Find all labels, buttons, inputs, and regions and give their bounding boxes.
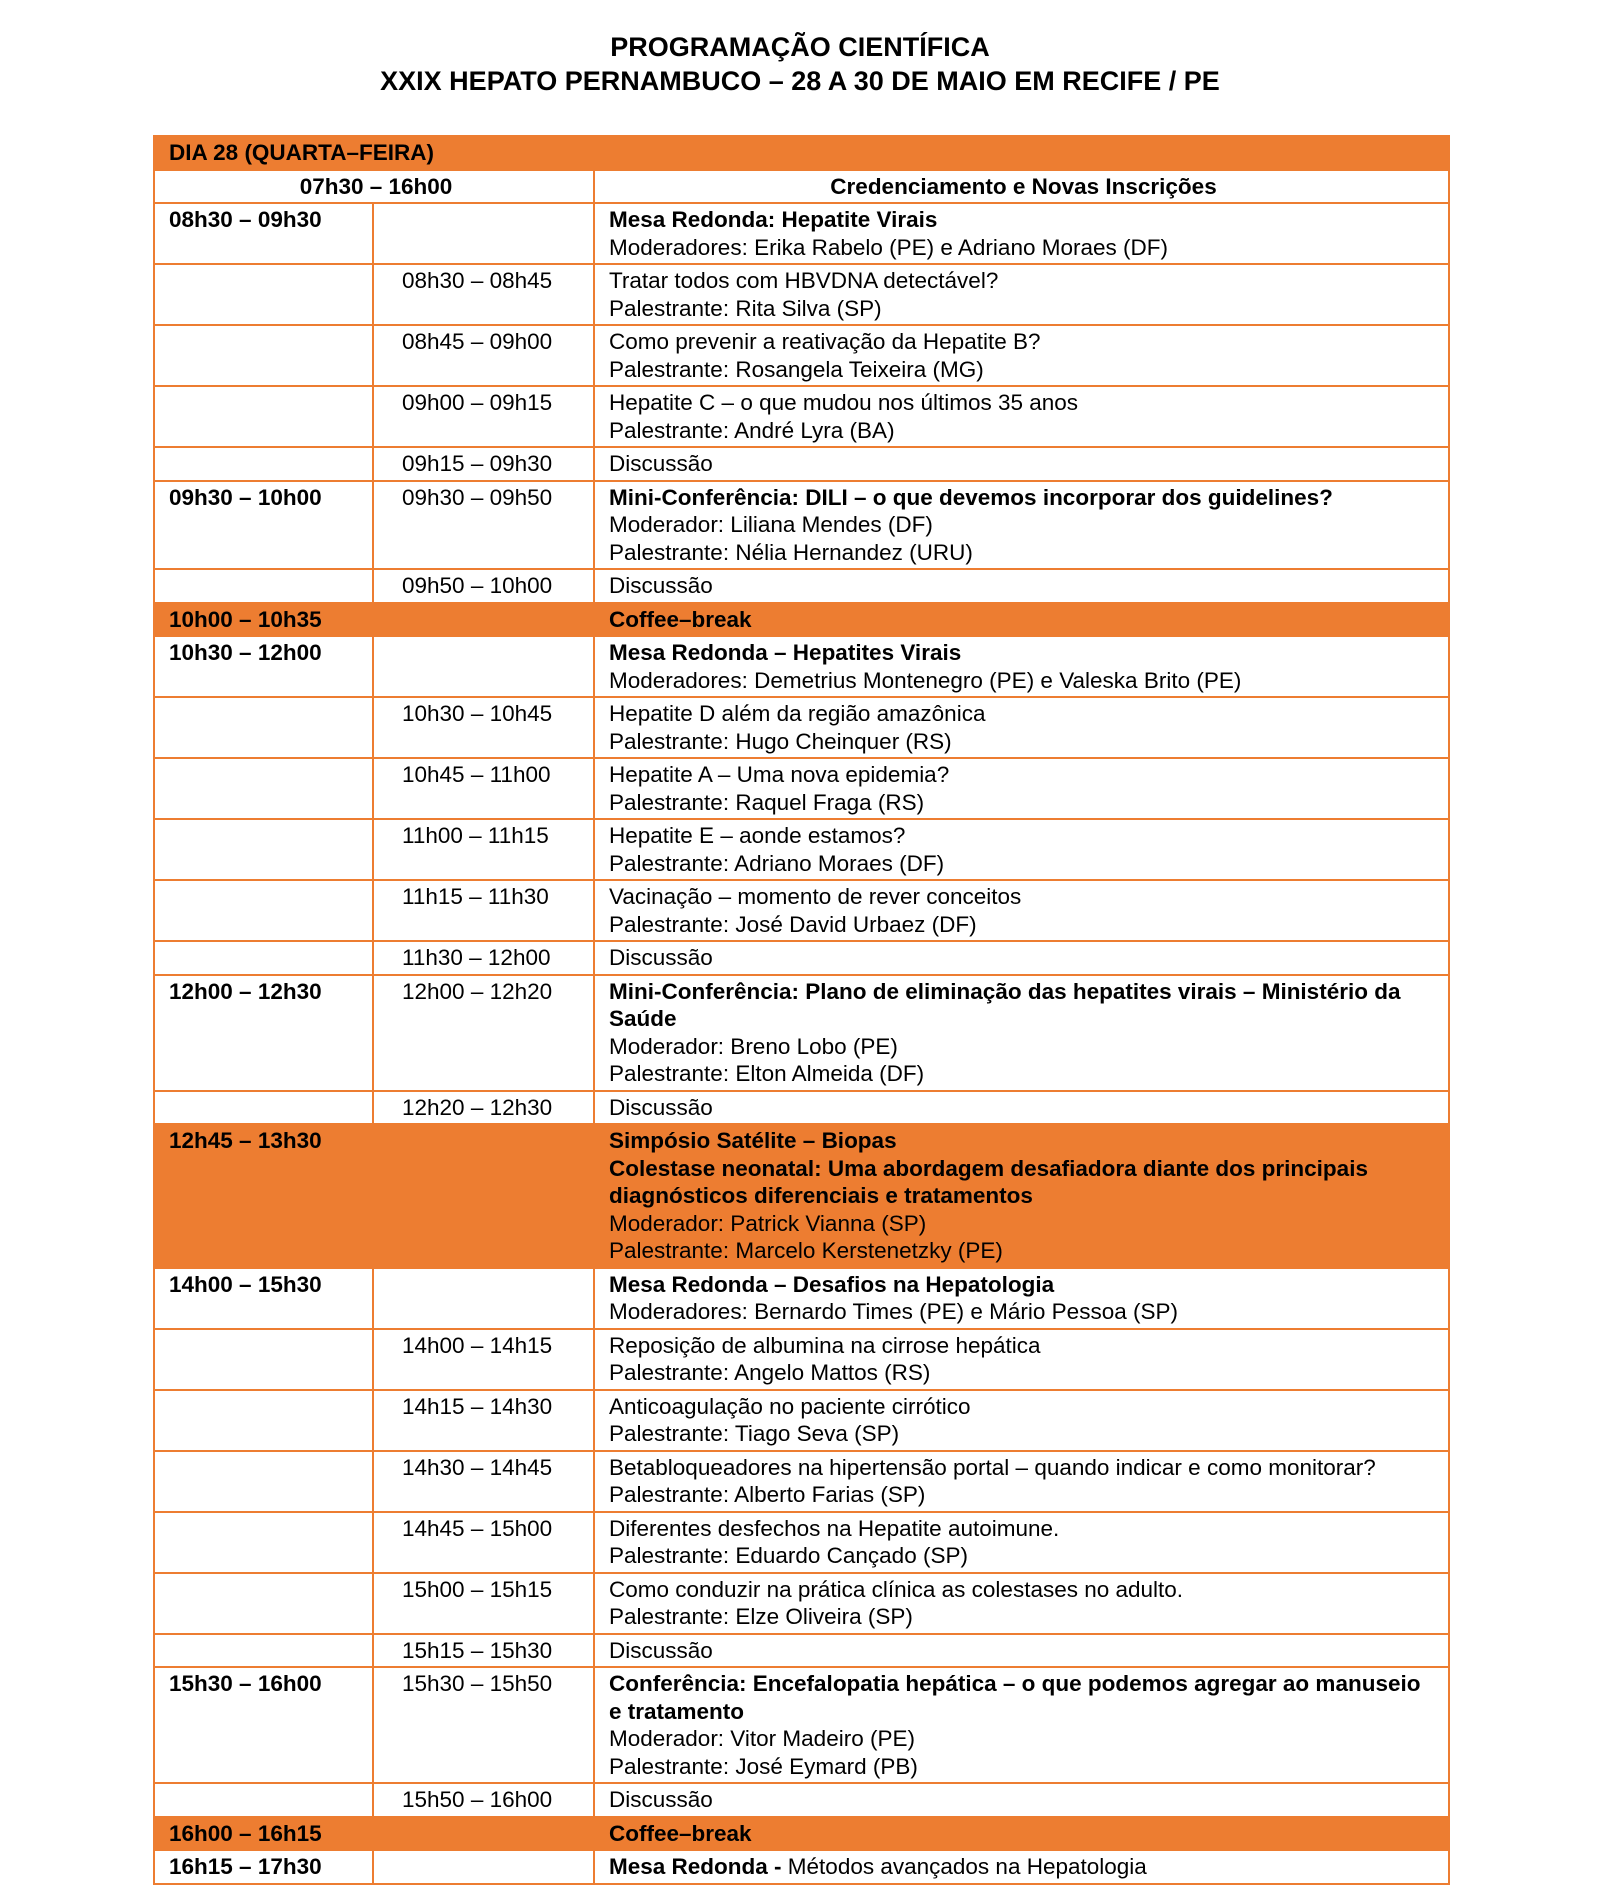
talk-content <box>594 1451 1449 1512</box>
empty-cell <box>373 1817 594 1851</box>
talk-title: Diferentes desfechos na Hepatite autoimune. <box>609 1515 1060 1541</box>
talk-title: Hepatite E – aonde estamos? <box>609 823 906 848</box>
session-moderators: Moderadores: Bernardo Times (PE) e Mário Pessoa (SP) <box>609 1299 1178 1324</box>
session-subtitle: Métodos avançados na Hepatologia <box>787 1854 1147 1879</box>
registration-row <box>154 170 1449 204</box>
empty-cell <box>154 1390 373 1451</box>
slot-time <box>373 203 594 264</box>
session-moderator: Moderador: Patrick Vianna (SP) <box>609 1210 927 1236</box>
table-row <box>154 569 1449 603</box>
empty-cell <box>373 636 594 697</box>
session-subtitle: Colestase neonatal: Uma abordagem desafiadora diante dos principais diagnósticos diferenciais e tratamentos <box>609 1155 1368 1208</box>
table-row <box>154 697 1449 758</box>
slot-time: 11h00 – 11h15 <box>373 819 594 880</box>
table-row <box>154 1634 1449 1668</box>
talk-content <box>594 1573 1449 1634</box>
break-row <box>154 1817 1449 1851</box>
talk-speaker: Palestrante: Hugo Cheinquer (RS) <box>609 728 952 754</box>
slot-time: 08h30 – 08h45 <box>373 264 594 325</box>
empty-cell <box>154 1451 373 1512</box>
break-time: 10h00 – 10h35 <box>154 603 373 637</box>
discussion-label: Discussão <box>594 1091 1449 1125</box>
session-content <box>594 481 1449 570</box>
empty-cell <box>154 880 373 941</box>
session-time: 10h30 – 12h00 <box>154 636 373 697</box>
slot-time: 11h30 – 12h00 <box>373 941 594 975</box>
slot-time: 15h15 – 15h30 <box>373 1634 594 1668</box>
session-moderators: Moderadores: Erika Rabelo (PE) e Adriano Moraes (DF) <box>609 234 1168 260</box>
break-time: 16h00 – 16h15 <box>154 1817 373 1851</box>
talk-speaker: Palestrante: Eduardo Cançado (SP) <box>609 1543 968 1568</box>
table-row <box>154 941 1449 975</box>
empty-cell <box>154 758 373 819</box>
talk-title: Tratar todos com HBVDNA detectável? <box>609 268 999 293</box>
registration-time: 07h30 – 16h00 <box>154 170 594 204</box>
talk-speaker: Palestrante: André Lyra (BA) <box>609 417 895 443</box>
session-title: Mesa Redonda – Desafios na Hepatologia <box>609 1271 1055 1297</box>
session-moderator: Moderador: Liliana Mendes (DF) <box>609 512 933 537</box>
empty-cell <box>373 1268 594 1329</box>
talk-speaker: Palestrante: Angelo Mattos (RS) <box>609 1360 931 1385</box>
session-speaker: Palestrante: Marcelo Kerstenetzky (PE) <box>609 1238 1003 1263</box>
session-content <box>594 1850 1449 1884</box>
table-row <box>154 819 1449 880</box>
talk-speaker: Palestrante: Adriano Moraes (DF) <box>609 850 945 876</box>
table-row <box>154 264 1449 325</box>
empty-cell <box>373 603 594 637</box>
discussion-label: Discussão <box>594 1634 1449 1668</box>
talk-speaker: Palestrante: Tiago Seva (SP) <box>609 1421 900 1446</box>
slot-time: 14h15 – 14h30 <box>373 1390 594 1451</box>
table-row <box>154 1573 1449 1634</box>
talk-speaker: Palestrante: Elze Oliveira (SP) <box>609 1604 913 1629</box>
talk-content <box>594 697 1449 758</box>
empty-cell <box>154 447 373 481</box>
registration-label: Credenciamento e Novas Inscrições <box>594 170 1449 204</box>
slot-time: 14h45 – 15h00 <box>373 1512 594 1573</box>
empty-cell <box>154 1783 373 1817</box>
session-time: 12h45 – 13h30 <box>154 1124 373 1268</box>
session-time: 15h30 – 16h00 <box>154 1667 373 1783</box>
empty-cell <box>154 1329 373 1390</box>
talk-title: Betabloqueadores na hipertensão portal – quando indicar e como monitorar? <box>609 1454 1376 1480</box>
talk-speaker: Palestrante: Raquel Fraga (RS) <box>609 789 925 815</box>
slot-time: 15h00 – 15h15 <box>373 1573 594 1634</box>
session-title: Mini-Conferência: Plano de eliminação das hepatites virais – Ministério da Saúde <box>609 978 1401 1031</box>
slot-time: 08h45 – 09h00 <box>373 325 594 386</box>
day-header-row <box>154 136 1449 170</box>
talk-speaker: Palestrante: Rita Silva (SP) <box>609 295 882 321</box>
session-content <box>594 975 1449 1091</box>
talk-content <box>594 386 1449 447</box>
talk-speaker: Palestrante: José David Urbaez (DF) <box>609 911 977 937</box>
slot-time: 12h20 – 12h30 <box>373 1091 594 1125</box>
session-speaker: Palestrante: José Eymard (PB) <box>609 1753 918 1779</box>
session-time: 16h15 – 17h30 <box>154 1850 373 1884</box>
empty-cell <box>154 1573 373 1634</box>
talk-title: Anticoagulação no paciente cirrótico <box>609 1393 971 1419</box>
empty-cell <box>154 325 373 386</box>
session-moderator: Moderador: Vitor Madeiro (PE) <box>609 1726 915 1751</box>
table-row <box>154 975 1449 1091</box>
empty-cell <box>373 1124 594 1268</box>
talk-title: Como prevenir a reativação da Hepatite B? <box>609 329 1041 354</box>
slot-time: 09h50 – 10h00 <box>373 569 594 603</box>
empty-cell <box>154 1512 373 1573</box>
empty-cell <box>154 697 373 758</box>
talk-content <box>594 1512 1449 1573</box>
table-row <box>154 447 1449 481</box>
table-row <box>154 1667 1449 1783</box>
session-content <box>594 203 1449 264</box>
talk-title: Hepatite A – Uma nova epidemia? <box>609 762 950 787</box>
talk-title: Como conduzir na prática clínica as colestases no adulto. <box>609 1576 1184 1602</box>
session-content <box>594 1268 1449 1329</box>
break-row <box>154 603 1449 637</box>
schedule-table <box>153 135 1450 1885</box>
title-line-2: XXIX HEPATO PERNAMBUCO – 28 A 30 DE MAIO EM RECIFE / PE <box>380 66 1220 96</box>
talk-content <box>594 1329 1449 1390</box>
day-label: DIA 28 (QUARTA–FEIRA) <box>154 136 1449 170</box>
talk-title: Vacinação – momento de rever conceitos <box>609 884 1022 909</box>
slot-time: 14h00 – 14h15 <box>373 1329 594 1390</box>
talk-content <box>594 880 1449 941</box>
slot-time: 09h15 – 09h30 <box>373 447 594 481</box>
session-time: 09h30 – 10h00 <box>154 481 373 570</box>
table-row <box>154 386 1449 447</box>
slot-time: 09h30 – 09h50 <box>373 481 594 570</box>
table-row <box>154 636 1449 697</box>
discussion-label: Discussão <box>594 569 1449 603</box>
talk-title: Hepatite D além da região amazônica <box>609 701 986 726</box>
empty-cell <box>154 569 373 603</box>
table-row <box>154 758 1449 819</box>
symposium-row <box>154 1124 1449 1268</box>
session-content <box>594 636 1449 697</box>
session-time: 12h00 – 12h30 <box>154 975 373 1091</box>
slot-time: 09h00 – 09h15 <box>373 386 594 447</box>
page-title <box>0 30 1600 98</box>
talk-content <box>594 325 1449 386</box>
empty-cell <box>154 1091 373 1125</box>
slot-time: 11h15 – 11h30 <box>373 880 594 941</box>
table-row <box>154 203 1449 264</box>
session-speaker: Palestrante: Nélia Hernandez (URU) <box>609 539 973 565</box>
talk-speaker: Palestrante: Rosangela Teixeira (MG) <box>609 356 984 382</box>
slot-time: 12h00 – 12h20 <box>373 975 594 1091</box>
session-content <box>594 1124 1449 1268</box>
table-row <box>154 1268 1449 1329</box>
session-moderators: Moderadores: Demetrius Montenegro (PE) e Valeska Brito (PE) <box>609 667 1242 693</box>
slot-time: 14h30 – 14h45 <box>373 1451 594 1512</box>
table-row <box>154 880 1449 941</box>
talk-speaker: Palestrante: Alberto Farias (SP) <box>609 1482 926 1507</box>
table-row <box>154 481 1449 570</box>
talk-content <box>594 264 1449 325</box>
table-row <box>154 1451 1449 1512</box>
empty-cell <box>154 819 373 880</box>
title-line-1: PROGRAMAÇÃO CIENTÍFICA <box>610 32 990 62</box>
empty-cell <box>154 941 373 975</box>
empty-cell <box>154 386 373 447</box>
talk-content <box>594 1390 1449 1451</box>
session-title: Simpósio Satélite – Biopas <box>609 1128 897 1153</box>
break-label: Coffee–break <box>594 603 1449 637</box>
table-row <box>154 325 1449 386</box>
session-title: Mesa Redonda - <box>609 1854 782 1879</box>
table-row <box>154 1091 1449 1125</box>
break-label: Coffee–break <box>594 1817 1449 1851</box>
talk-content <box>594 819 1449 880</box>
empty-cell <box>373 1850 594 1884</box>
session-time: 14h00 – 15h30 <box>154 1268 373 1329</box>
table-row <box>154 1512 1449 1573</box>
session-speaker: Palestrante: Elton Almeida (DF) <box>609 1061 925 1086</box>
table-row <box>154 1329 1449 1390</box>
discussion-label: Discussão <box>594 941 1449 975</box>
slot-time: 15h50 – 16h00 <box>373 1783 594 1817</box>
slot-time: 15h30 – 15h50 <box>373 1667 594 1783</box>
session-moderator: Moderador: Breno Lobo (PE) <box>609 1033 898 1059</box>
discussion-label: Discussão <box>594 1783 1449 1817</box>
table-row <box>154 1783 1449 1817</box>
table-row <box>154 1390 1449 1451</box>
talk-content <box>594 758 1449 819</box>
session-title: Conferência: Encefalopatia hepática – o que podemos agregar ao manuseio e tratamento <box>609 1671 1421 1724</box>
discussion-label: Discussão <box>594 447 1449 481</box>
session-time: 08h30 – 09h30 <box>154 203 373 264</box>
table-row <box>154 1850 1449 1884</box>
empty-cell <box>154 264 373 325</box>
slot-time: 10h30 – 10h45 <box>373 697 594 758</box>
session-title: Mesa Redonda: Hepatite Virais <box>609 207 938 232</box>
empty-cell <box>154 1634 373 1668</box>
talk-title: Reposição de albumina na cirrose hepática <box>609 1332 1041 1358</box>
talk-title: Hepatite C – o que mudou nos últimos 35 anos <box>609 390 1079 415</box>
slot-time: 10h45 – 11h00 <box>373 758 594 819</box>
session-content <box>594 1667 1449 1783</box>
session-title: Mini-Conferência: DILI – o que devemos incorporar dos guidelines? <box>609 484 1333 510</box>
session-title: Mesa Redonda – Hepatites Virais <box>609 640 962 665</box>
